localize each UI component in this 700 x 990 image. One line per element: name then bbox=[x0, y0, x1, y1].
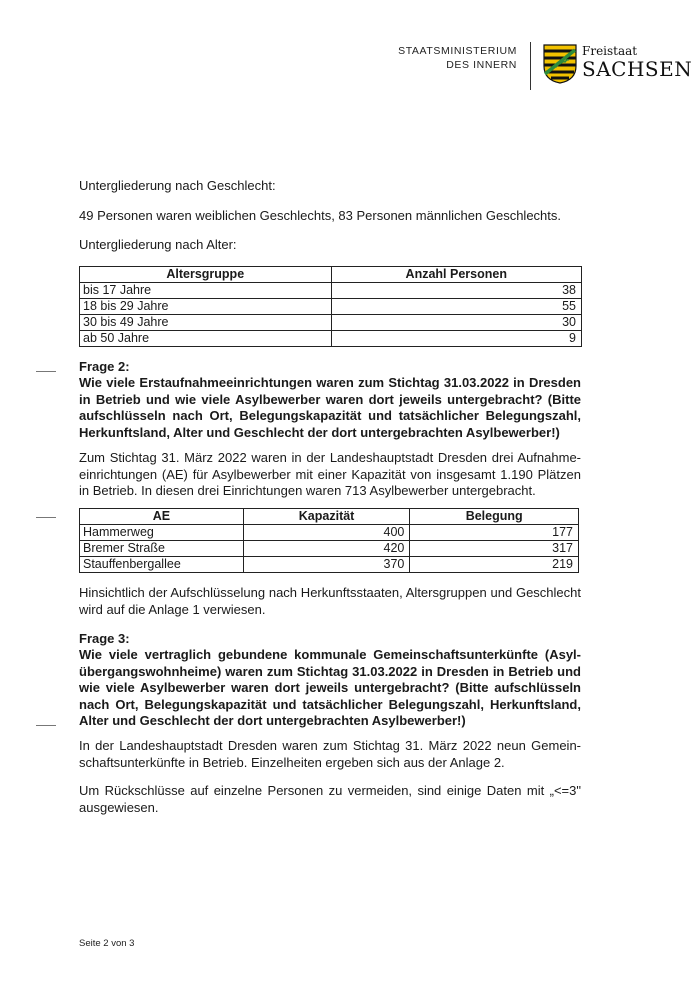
column-header: Belegung bbox=[410, 509, 579, 525]
frage-3-question: Wie viele vertraglich gebundene kommunale Gemeinschaftsunterkünfte (Asyl-übergangswohnheime) waren zum Stichtag 31.03.2022 in Dresden in Betrieb und wie viele Asylbewerber waren dort jeweils untergebracht? (Bitte aufschlüsseln nach Ort, Belegungskapazität und tatsächlicher Belegungszahl, Herkunftsland, Alter und Geschlecht der dort untergebrachten Asylbewerber!) bbox=[79, 647, 581, 728]
age-group-cell: 30 bis 49 Jahre bbox=[80, 315, 332, 331]
age-table bbox=[79, 266, 582, 347]
capacity-cell: 400 bbox=[243, 525, 410, 541]
frage-3-answer-2: Um Rückschlüsse auf einzelne Personen zu vermeiden, sind einige Daten mit „<=3" ausgewiesen. bbox=[79, 783, 581, 815]
saxony-crest-icon bbox=[543, 44, 577, 84]
capacity-cell: 420 bbox=[243, 541, 410, 557]
occupancy-cell: 219 bbox=[410, 557, 579, 573]
person-count-cell: 30 bbox=[331, 315, 581, 331]
ae-table bbox=[79, 508, 579, 573]
occupancy-cell: 317 bbox=[410, 541, 579, 557]
table-row bbox=[80, 331, 582, 347]
facility-name-cell: Bremer Straße bbox=[80, 541, 244, 557]
capacity-cell: 370 bbox=[243, 557, 410, 573]
margin-mark bbox=[36, 517, 56, 518]
brand-freistaat: Freistaat bbox=[582, 44, 638, 58]
table-row bbox=[80, 525, 579, 541]
frage-2-answer: Zum Stichtag 31. März 2022 waren in der Landeshauptstadt Dresden drei Aufnahme-einrichtungen (AE) für Asylbewerber mit einer Kapazität von insgesamt 1.190 Plätzen in Betrieb. In diesen drei Einrichtungen waren 713 Asylbewerber untergebracht. bbox=[79, 450, 581, 498]
table-header-row bbox=[80, 509, 579, 525]
table-row bbox=[80, 315, 582, 331]
margin-mark bbox=[36, 371, 56, 372]
person-count-cell: 9 bbox=[331, 331, 581, 347]
margin-mark bbox=[36, 725, 56, 726]
column-header: AE bbox=[80, 509, 244, 525]
header-divider bbox=[530, 42, 531, 90]
paragraph-anlage-1-note: Hinsichtlich der Aufschlüsselung nach Herkunftsstaaten, Altersgruppen und Geschlecht wird auf die Anlage 1 verwiesen. bbox=[79, 585, 581, 617]
ministry-line-2: DES INNERN bbox=[446, 59, 517, 71]
ministry-name bbox=[398, 44, 517, 72]
paragraph-gender-counts: 49 Personen waren weiblichen Geschlechts, 83 Personen männlichen Geschlechts. bbox=[79, 208, 561, 223]
facility-name-cell: Stauffenbergallee bbox=[80, 557, 244, 573]
facility-name-cell: Hammerweg bbox=[80, 525, 244, 541]
paragraph-age-heading: Untergliederung nach Alter: bbox=[79, 237, 237, 252]
page-number: Seite 2 von 3 bbox=[79, 938, 135, 949]
ministry-line-1: STAATSMINISTERIUM bbox=[398, 45, 517, 57]
table-row bbox=[80, 557, 579, 573]
frage-2-label: Frage 2: bbox=[79, 359, 130, 374]
column-header: Anzahl Personen bbox=[331, 267, 581, 283]
table-row bbox=[80, 283, 582, 299]
frage-3-answer-1: In der Landeshauptstadt Dresden waren zum Stichtag 31. März 2022 neun Gemein-schaftsunterkünfte in Betrieb. Einzelheiten ergeben sich aus der Anlage 2. bbox=[79, 738, 581, 770]
age-group-cell: ab 50 Jahre bbox=[80, 331, 332, 347]
person-count-cell: 55 bbox=[331, 299, 581, 315]
brand-sachsen: SACHSEN bbox=[582, 57, 693, 81]
paragraph-gender-heading: Untergliederung nach Geschlecht: bbox=[79, 178, 276, 193]
column-header: Altersgruppe bbox=[80, 267, 332, 283]
age-group-cell: bis 17 Jahre bbox=[80, 283, 332, 299]
frage-3-label: Frage 3: bbox=[79, 631, 130, 646]
frage-2-question: Wie viele Erstaufnahmeeinrichtungen waren zum Stichtag 31.03.2022 in Dresden in Betrieb und wie viele Asylbewerber waren dort jeweils untergebracht? (Bitte aufschlüsseln nach Ort, Belegungskapazität und tatsächlicher Belegungszahl, Herkunftsland, Alter und Geschlecht der dort untergebrachten Asylbewerber!) bbox=[79, 375, 581, 440]
brand-wordmark bbox=[582, 44, 692, 80]
age-group-cell: 18 bis 29 Jahre bbox=[80, 299, 332, 315]
table-row bbox=[80, 541, 579, 557]
column-header: Kapazität bbox=[243, 509, 410, 525]
occupancy-cell: 177 bbox=[410, 525, 579, 541]
person-count-cell: 38 bbox=[331, 283, 581, 299]
table-header-row bbox=[80, 267, 582, 283]
table-row bbox=[80, 299, 582, 315]
